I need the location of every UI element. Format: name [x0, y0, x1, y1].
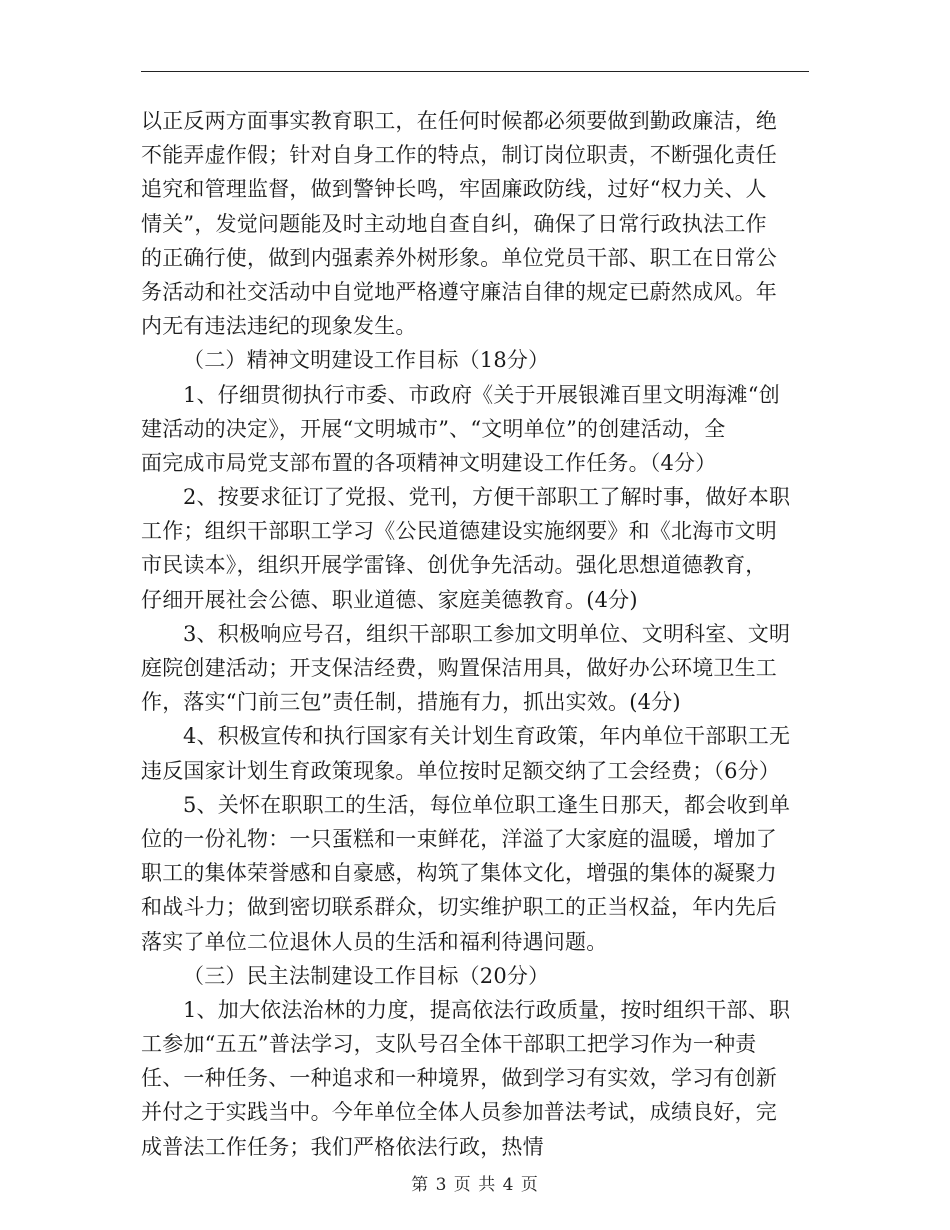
text-line: 3、积极响应号召，组织干部职工参加文明单位、文明科室、文明	[183, 621, 791, 646]
text-line: 1、加大依法治林的力度，提高依法行政质量，按时组织干部、职	[183, 997, 791, 1022]
text-line: 工作；组织干部职工学习《公民道德建设实施纲要》和《北海市文明	[141, 519, 777, 544]
text-line: 成普法工作任务；我们严格依法行政，热情	[141, 1134, 544, 1159]
text-line: 落实了单位二位退休人员的生活和福利待遇问题。	[141, 929, 608, 954]
text-line: 内无有违法违纪的现象发生。	[141, 314, 417, 339]
page-number-footer: 第 3 页 共 4 页	[411, 1175, 539, 1195]
text-line: 庭院创建活动；开支保洁经费，购置保洁用具，做好办公环境卫生工	[141, 656, 777, 680]
text-line: 违反国家计划生育政策现象。单位按时足额交纳了工会经费；（6分）	[141, 758, 781, 783]
text-line: 4、积极宣传和执行国家有关计划生育政策，年内单位干部职工无	[183, 724, 791, 749]
section-heading: （三）民主法制建设工作目标（20分）	[183, 963, 550, 988]
text-line: 以正反两方面事实教育职工，在任何时候都必须要做到勤政廉洁，绝	[141, 109, 777, 133]
text-line: 市民读本》，组织开展学雷锋、创优争先活动。强化思想道德教育，	[141, 553, 767, 578]
header-rule	[141, 71, 809, 72]
text-line: 任、一种任务、一种追求和一种境界，做到学习有实效，学习有创新	[141, 1066, 777, 1091]
text-line: 建活动的决定》，开展“文明城市”、“文明单位”的创建活动，全	[141, 416, 726, 441]
document-body	[141, 104, 811, 1164]
text-line: 职工的集体荣誉感和自豪感，构筑了集体文化，增强的集体的凝聚力	[141, 861, 777, 886]
text-line: 面完成市局党支部布置的各项精神文明建设工作任务。（4分）	[141, 450, 717, 475]
text-line: 追究和管理监督，做到警钟长鸣，牢固廉政防线，过好“权力关、人	[141, 177, 767, 202]
text-line: 不能弄虚作假；针对自身工作的特点，制订岗位职责，不断强化责任	[141, 143, 777, 168]
text-line: 务活动和社交活动中自觉地严格遵守廉洁自律的规定已蔚然成风。年	[141, 279, 777, 304]
text-line: 工参加“五五”普法学习，支队号召全体干部职工把学习作为一种责	[141, 1032, 757, 1057]
text-line: 位的一份礼物：一只蛋糕和一束鲜花，洋溢了大家庭的温暖，增加了	[141, 826, 777, 851]
text-line: 5、关怀在职职工的生活，每位单位职工逢生日那天，都会收到单	[183, 792, 791, 817]
text-line: 的正确行使，做到内强素养外树形象。单位党员干部、职工在日常公	[141, 245, 777, 270]
text-line: 仔细开展社会公德、职业道德、家庭美德教育。(4分)	[141, 587, 638, 612]
section-heading: （二）精神文明建设工作目标（18分）	[183, 348, 550, 373]
text-line: 并付之于实践当中。今年单位全体人员参加普法考试，成绩良好，完	[141, 1100, 777, 1125]
text-line: 和战斗力；做到密切联系群众，切实维护职工的正当权益，年内先后	[141, 895, 777, 920]
text-line: 2、按要求征订了党报、党刊，方便干部职工了解时事，做好本职	[183, 485, 791, 510]
text-line: 作，落实“门前三包”责任制，措施有力，抓出实效。(4分)	[141, 690, 681, 715]
text-line: 情关”，发觉问题能及时主动地自查自纠，确保了日常行政执法工作	[141, 211, 767, 236]
text-line: 1、仔细贯彻执行市委、市政府《关于开展银滩百里文明海滩“创	[183, 382, 780, 407]
